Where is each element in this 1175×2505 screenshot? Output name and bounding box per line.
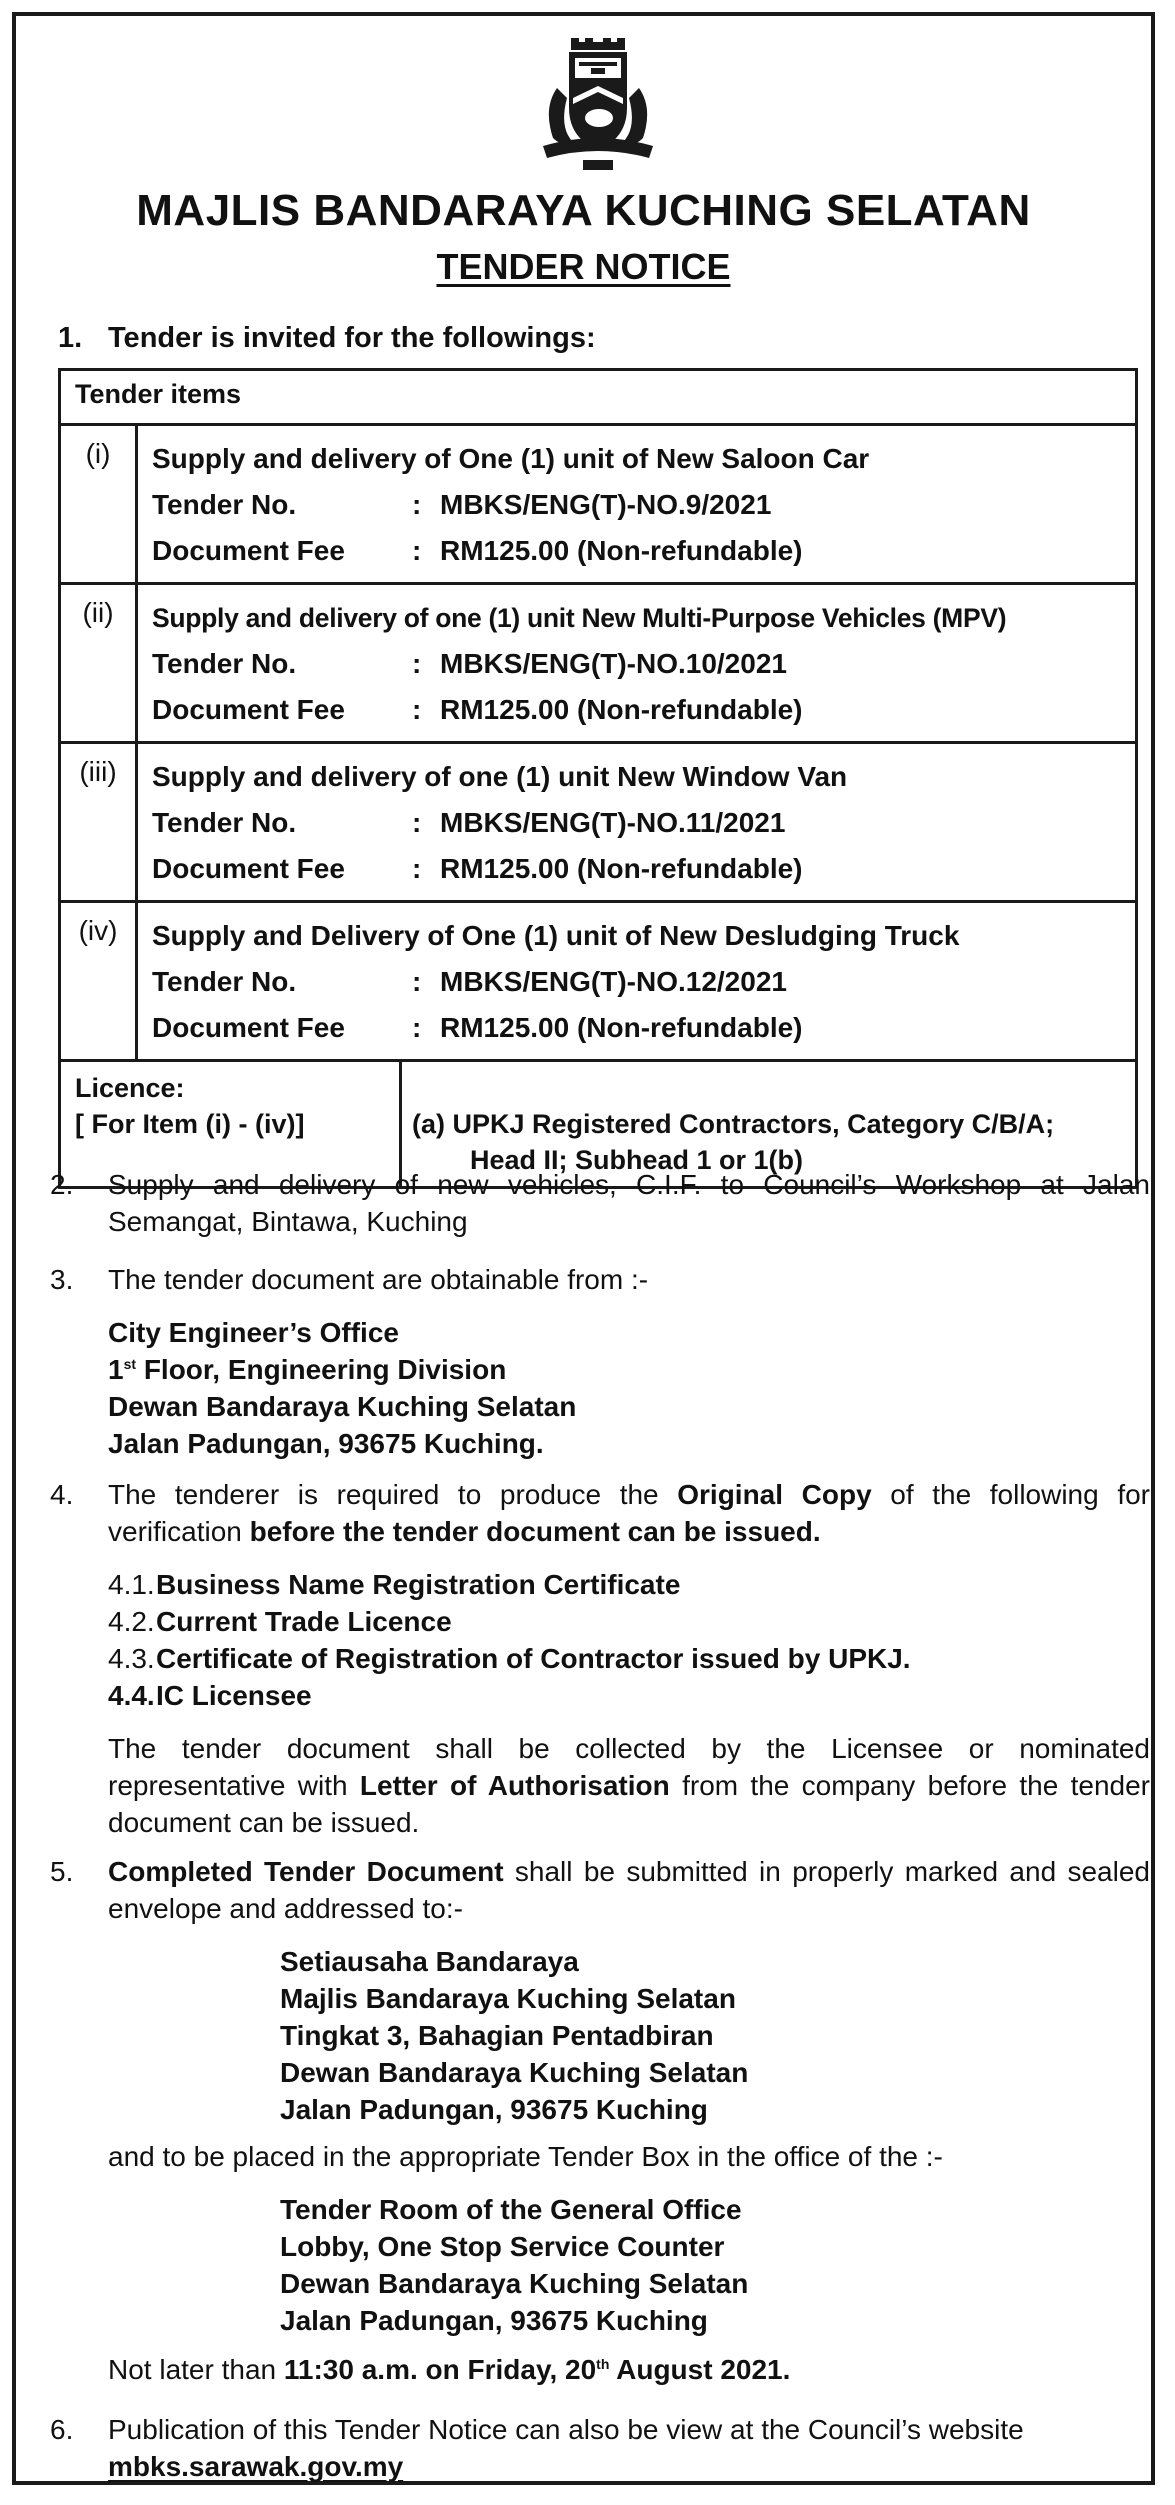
item-roman: (i) <box>60 425 137 584</box>
document-fee-label: Document Fee <box>152 694 345 725</box>
tender-items-table <box>58 368 1138 1189</box>
list-item: 4.1. Business Name Registration Certificate <box>108 1569 681 1600</box>
council-website-link[interactable]: mbks.sarawak.gov.my <box>108 2451 404 2482</box>
section-number: 4. <box>50 1479 74 1510</box>
document-fee-label: Document Fee <box>152 853 345 884</box>
tender-no-label: Tender No. <box>152 966 297 997</box>
item-title: Supply and delivery of one (1) unit New Window Van <box>152 761 848 792</box>
tender-notice-heading: TENDER NOTICE <box>436 246 731 287</box>
item-description: Supply and delivery of one (1) unit New Multi-Purpose Vehicles (MPV) Tender No. : MBKS/ENG(T)-NO.10/2021 Document Fee : RM125.00 (Non-refundable) <box>137 584 1137 743</box>
list-item: 4.4. IC Licensee <box>108 1680 312 1711</box>
licence-requirement: (a) UPKJ Registered Contractors, Category C/B/A; <box>411 1109 1055 1139</box>
section-5-intro: Completed Tender Document shall be submitted in properly marked and sealed envelope and addressed to:- <box>108 1856 1150 1924</box>
table-row <box>60 584 1137 743</box>
notice-title <box>16 246 1151 288</box>
section-number: 6. <box>50 2414 74 2445</box>
section-4 <box>50 1476 1150 1841</box>
section-6 <box>50 2411 1150 2485</box>
document-fee-value: RM125.00 (Non-refundable) <box>440 535 803 566</box>
city-crest-icon <box>533 38 663 178</box>
tender-no-label: Tender No. <box>152 807 297 838</box>
section-4-intro: The tenderer is required to produce the Original Copy of the following for verification before the tender document can be issued. <box>108 1479 1150 1547</box>
item-description: Supply and delivery of One (1) unit of New Saloon Car Tender No. : MBKS/ENG(T)-NO.9/2021 Document Fee : RM125.00 (Non-refundable) <box>137 425 1137 584</box>
section-5 <box>50 1853 1150 2388</box>
section-3 <box>50 1261 1150 1462</box>
tender-box-address: Tender Room of the General Office Lobby, One Stop Service Counter Dewan Bandaraya Kuching Selatan Jalan Padungan, 93675 Kuching <box>280 2194 749 2336</box>
organisation-title: MAJLIS BANDARAYA KUCHING SELATAN <box>136 186 1031 235</box>
submission-address: Setiausaha Bandaraya Majlis Bandaraya Kuching Selatan Tingkat 3, Bahagian Pentadbiran Dewan Bandaraya Kuching Selatan Jalan Padungan, 93675 Kuching <box>280 1946 749 2125</box>
section-number: 2. <box>50 1169 74 1200</box>
tender-no-value: MBKS/ENG(T)-NO.11/2021 <box>440 807 786 838</box>
tender-no-value: MBKS/ENG(T)-NO.10/2021 <box>440 648 787 679</box>
section-2-text: Supply and delivery of new vehicles, C.I.F. to Council’s Workshop at Jalan Semangat, Bintawa, Kuching <box>108 1169 1150 1237</box>
section-1-heading <box>58 322 596 355</box>
document-fee-value: RM125.00 (Non-refundable) <box>440 853 803 884</box>
section-1-text: Tender is invited for the followings: <box>108 322 596 354</box>
item-description: Supply and delivery of one (1) unit New Window Van Tender No. : MBKS/ENG(T)-NO.11/2021 Document Fee : RM125.00 (Non-refundable) <box>137 743 1137 902</box>
item-title: Supply and delivery of one (1) unit New Multi-Purpose Vehicles (MPV) <box>152 603 1007 633</box>
item-title: Supply and Delivery of One (1) unit of New Desludging Truck <box>152 920 960 951</box>
tender-no-value: MBKS/ENG(T)-NO.9/2021 <box>440 489 772 520</box>
table-header: Tender items <box>60 370 1137 425</box>
section-6-text: Publication of this Tender Notice can also be view at the Council’s website <box>108 2414 1024 2445</box>
item-title: Supply and delivery of One (1) unit of New Saloon Car <box>152 443 870 474</box>
list-item: 4.2. Current Trade Licence <box>108 1606 452 1637</box>
obtain-address: City Engineer’s Office 1st Floor, Engineering Division Dewan Bandaraya Kuching Selatan Jalan Padungan, 93675 Kuching. <box>108 1317 577 1459</box>
tender-no-label: Tender No. <box>152 489 297 520</box>
document-fee-label: Document Fee <box>152 535 345 566</box>
table-row <box>60 425 1137 584</box>
item-roman: (iii) <box>60 743 137 902</box>
section-number: 3. <box>50 1264 74 1295</box>
tender-notice-page <box>12 12 1155 2485</box>
collection-note: The tender document shall be collected by the Licensee or nominated representative with Letter of Authorisation from the company before the tender document can be issued. <box>108 1733 1150 1838</box>
list-item: 4.3. Certificate of Registration of Contractor issued by UPKJ. <box>108 1643 911 1674</box>
document-checklist <box>108 1566 1150 1714</box>
licence-scope: [ For Item (i) - (iv)] <box>75 1109 305 1139</box>
document-fee-value: RM125.00 (Non-refundable) <box>440 1012 803 1043</box>
item-roman: (iv) <box>60 902 137 1061</box>
section-number: 1. <box>58 322 83 354</box>
table-row <box>60 743 1137 902</box>
document-fee-value: RM125.00 (Non-refundable) <box>440 694 803 725</box>
tender-box-text: and to be placed in the appropriate Tender Box in the office of the :- <box>108 2141 943 2172</box>
table-row <box>60 902 1137 1061</box>
item-description: Supply and Delivery of One (1) unit of New Desludging Truck Tender No. : MBKS/ENG(T)-NO.12/2021 Document Fee : RM125.00 (Non-refundable) <box>137 902 1137 1061</box>
tender-no-label: Tender No. <box>152 648 297 679</box>
document-fee-label: Document Fee <box>152 1012 345 1043</box>
tender-no-value: MBKS/ENG(T)-NO.12/2021 <box>440 966 787 997</box>
section-2 <box>50 1166 1150 1240</box>
section-3-text: The tender document are obtainable from :- <box>108 1264 649 1295</box>
section-number: 5. <box>50 1856 74 1887</box>
submission-deadline: Not later than 11:30 a.m. on Friday, 20th August 2021. <box>108 2354 791 2385</box>
licence-requirement-detail: Head II; Subhead 1 or 1(b) <box>469 1145 804 1175</box>
licence-label: Licence: <box>75 1073 185 1103</box>
item-roman: (ii) <box>60 584 137 743</box>
